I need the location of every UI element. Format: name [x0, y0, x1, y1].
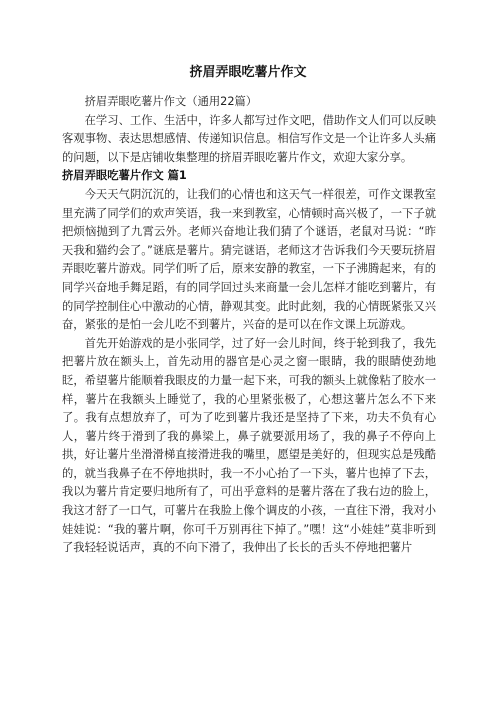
section-heading: 挤眉弄眼吃薯片作文 篇1: [62, 169, 187, 183]
intro-paragraph: 在学习、工作、生活中，许多人都写过作文吧，借助作文人们可以反映客观事物、表达思想感情、传递知识信息。相信写作文是一个让许多人头痛的问题，以下是店铺收集整理的挤眉弄眼吃薯片作文，欢迎大家分享。: [62, 113, 436, 164]
document-body: [62, 93, 436, 558]
document-title: 挤眉弄眼吃薯片作文: [189, 65, 307, 80]
body-paragraph: 首先开始游戏的是小张同学，过了好一会儿时间，终于轮到我了，我先把薯片放在额头上，首先动用的器官是心灵之窗一眼睛，我的眼睛使劲地眨，希望薯片能顺着我眼皮的力量一起下来，可我的额头上就像粘了胶水一样，薯片在我额头上睡觉了，我的心里紧张极了，心想这薯片怎么不下来了。我有点想放弃了，可为了吃到薯片我还是坚持了下来，功夫不负有心人，薯片终于滑到了我的鼻梁上，鼻子就要派用场了，我的鼻子不停向上拱，好让薯片坐滑滑梯直接滑进我的嘴里，愿望是美好的，但现实总是残酷的，就当我鼻子在不停地拱时，我一不小心抬了一下头，薯片也掉了下去，我以为薯片肯定要归地所有了，可出乎意料的是薯片落在了我右边的脸上，我这才舒了一口气，可薯片在我脸上像个调皮的小孩，一直往下滑，我对小娃娃说：“我的薯片啊，你可千万别再往下掉了。”嘿！这“小娃娃”莫非听到了我轻轻说话声，真的不向下滑了，我伸出了长长的舌头不停地把薯片: [62, 336, 436, 555]
document-subtitle: 挤眉弄眼吃薯片作文（通用22篇）: [84, 95, 258, 108]
body-paragraph: 今天天气阴沉沉的，让我们的心情也和这天气一样很差，可作文课教室里充满了同学们的欢声笑语，我一来到教室，心情顿时高兴极了，一下子就把烦恼抛到了九霄云外。老师兴奋地让我们猜了个谜语，老鼠对马说：“昨天我和猫约会了。”谜底是薯片。猜完谜语，老师这才告诉我们今天要玩挤眉弄眼吃薯片游戏。同学们听了后，原来安静的教室，一下子沸腾起来，有的同学兴奋地手舞足蹈，有的同学回过头来商量一会儿怎样才能吃到薯片，有的同学控制住心中激动的心情，静观其变。此时此刻，我的心情既紧张又兴奋，紧张的是怕一会儿吃不到薯片，兴奋的是可以在作文课上玩游戏。: [62, 187, 436, 332]
